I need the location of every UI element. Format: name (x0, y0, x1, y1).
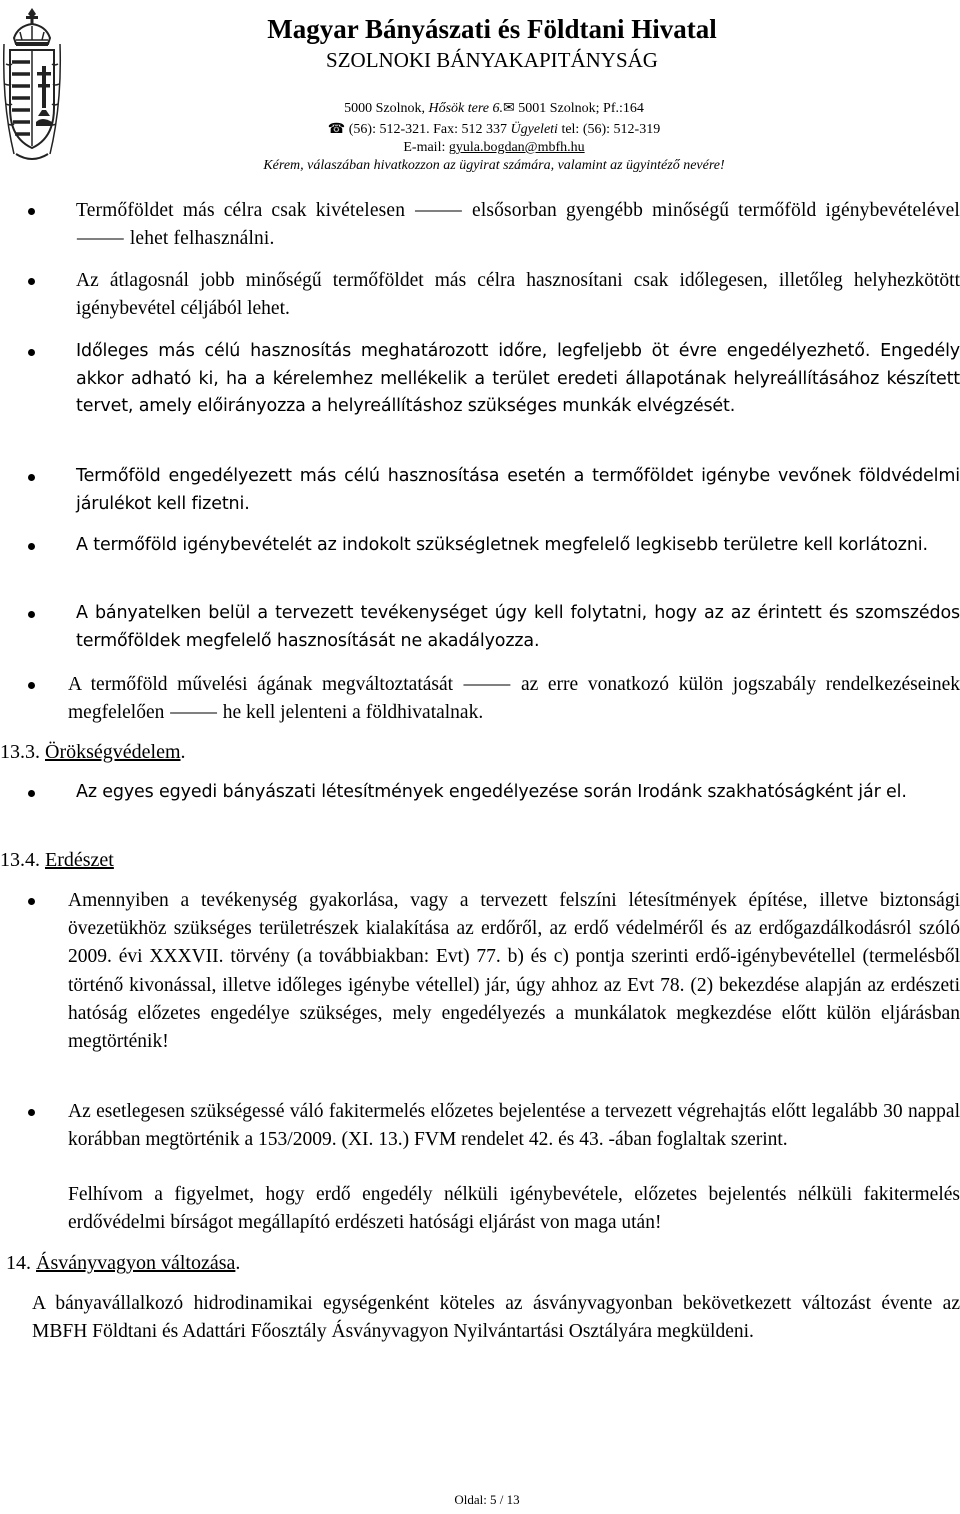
letterhead (0, 0, 960, 180)
reference-note: Kérem, válaszában hivatkozzon az ügyirat számára, valamint az ügyintéző nevére! (263, 158, 725, 173)
org-name: Magyar Bányászati és Földtani Hivatal (267, 14, 717, 44)
section-heading-14: 14. Ásványvagyon változása. (6, 1252, 241, 1274)
bullet-icon (28, 543, 35, 550)
email-line: E-mail: gyula.bogdan@mbfh.hu (403, 140, 585, 155)
envelope-icon: ✉ (503, 101, 515, 116)
office-name: SZOLNOKI BÁNYAKAPITÁNYSÁG (326, 48, 658, 72)
bullet-icon (28, 278, 35, 285)
page-number: Oldal: 5 / 13 (454, 1492, 520, 1507)
bullet-icon (28, 682, 35, 689)
bullet-icon (28, 790, 35, 797)
email-link[interactable]: gyula.bogdan@mbfh.hu (448, 140, 585, 155)
bullet-icon (28, 1109, 35, 1116)
mineral-assets-paragraph: A bányavállalkozó hidrodinamikai egységenként köteles az ásványvagyonban bekövetkezett változást évente az MBFH Földtani és Adattári Főosztály Ásványvagyon Nyilvántartási Osztályára megküldeni. (32, 1293, 960, 1342)
bullet-icon (28, 349, 35, 356)
bullet-icon (28, 208, 35, 215)
forest-warning-note: Felhívom a figyelmet, hogy erdő engedély nélküli igénybevétele, előzetes bejelentés nélküli fakitermelés erdővédelmi bírságot megállapító erdészeti hatósági eljárást von maga után! (68, 1184, 960, 1233)
address-line: 5000 Szolnok, Hősök tere 6.✉ 5001 Szolnok; Pf.:164 (344, 101, 644, 116)
phone-line: ☎ (56): 512-321. Fax: 512 337 Ügyeleti tel: (56): 512-319 (327, 122, 661, 137)
section-heading-13-3: 13.3. Örökségvédelem. (0, 741, 186, 763)
telephone-icon: ☎ (327, 122, 346, 137)
section-heading-13-4: 13.4. Erdészet (0, 849, 114, 871)
bullet-icon (28, 898, 35, 905)
bullet-icon (28, 474, 35, 481)
bullet-icon (28, 611, 35, 618)
